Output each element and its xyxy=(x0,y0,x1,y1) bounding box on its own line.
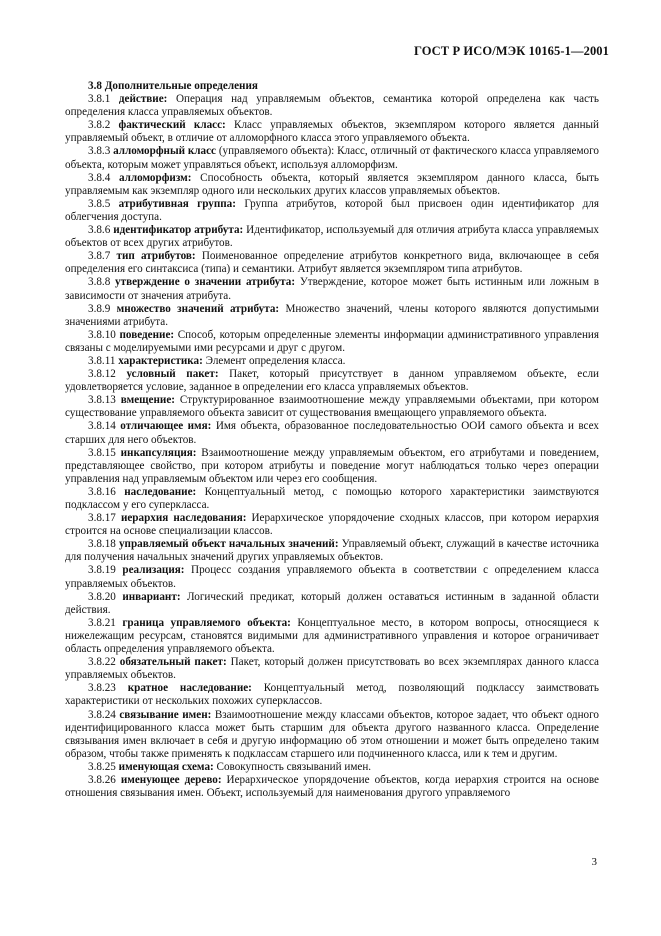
document-body xyxy=(65,80,599,800)
definition-term: инкапсуляция: xyxy=(120,446,197,459)
definition-entry xyxy=(65,447,599,486)
definition-entry xyxy=(65,198,599,224)
definition-entry xyxy=(65,172,599,198)
definition-number: 3.8.25 xyxy=(88,760,116,773)
page-number: 3 xyxy=(591,856,597,868)
definition-term: граница управляемого объекта: xyxy=(122,616,291,629)
definition-text: Структурированное взаимоотношение между управляемыми объектами, при котором существование управляемого объекта зависит от существования вмещающего управляемого объекта. xyxy=(65,394,599,420)
definition-text: Пакет, который должен присутствовать во всех экземплярах данного класса управляемых объектов. xyxy=(65,656,599,682)
definition-text: (управляемого объекта): Класс, отличный от фактического класса управляемого объекта, которым может управляться объект, используя алломорфизм. xyxy=(65,145,599,171)
definition-term: атрибутивная группа: xyxy=(118,197,236,210)
definition-number: 3.8.15 xyxy=(88,446,116,459)
definition-entry xyxy=(65,93,599,119)
definition-term: связывание имен: xyxy=(119,708,212,721)
definition-text: Класс управляемых объектов, экземпляром которого является данный управляемый объект, в отличие от алломорфного класса этого управляемого объекта. xyxy=(65,119,599,145)
definition-term: именующее дерево: xyxy=(120,773,222,786)
definition-number: 3.8.21 xyxy=(88,616,116,629)
definition-entry xyxy=(65,774,599,800)
definition-term: вмещение: xyxy=(120,394,175,407)
definition-entry xyxy=(65,368,599,394)
definition-term: управляемый объект начальных значений: xyxy=(118,538,339,551)
definition-number: 3.8.10 xyxy=(88,328,116,341)
definition-number: 3.8.2 xyxy=(88,119,111,132)
definition-term: утверждение о значении атрибута: xyxy=(115,276,296,289)
standard-header: ГОСТ Р ИСО/МЭК 10165-1—2001 xyxy=(413,44,609,58)
definition-number: 3.8.5 xyxy=(88,197,111,210)
definition-text: Иерархическое упорядочение сходных классов, при котором иерархия строится на основе специализации классов. xyxy=(65,512,599,538)
definition-entry xyxy=(65,250,599,276)
definition-number: 3.8.7 xyxy=(88,250,111,263)
definition-number: 3.8.12 xyxy=(88,368,116,381)
definition-term: иерархия наследования: xyxy=(120,512,247,525)
definition-number: 3.8.23 xyxy=(88,682,116,695)
definition-number: 3.8.18 xyxy=(88,538,116,551)
definition-text: Элемент определения класса. xyxy=(205,354,346,367)
definition-entry xyxy=(65,119,599,145)
definition-entry xyxy=(65,761,599,774)
definition-number: 3.8.20 xyxy=(88,590,116,603)
definition-term: алломорфный класс xyxy=(113,145,216,158)
definition-number: 3.8.9 xyxy=(88,302,111,315)
definition-entry xyxy=(65,709,599,761)
definition-number: 3.8.13 xyxy=(88,394,116,407)
definition-entry xyxy=(65,682,599,708)
definition-text: Совокупность связываний имен. xyxy=(216,760,372,773)
definition-text: Способность объекта, который является экземпляром данного класса, быть управляемым как экземпляр одного или нескольких других классов управляемых объектов. xyxy=(65,171,599,197)
definition-term: действие: xyxy=(118,93,168,106)
definition-entry xyxy=(65,656,599,682)
definition-term: алломорфизм: xyxy=(118,171,192,184)
definition-number: 3.8.1 xyxy=(88,93,111,106)
section-title: 3.8 Дополнительные определения xyxy=(88,80,258,92)
definition-term: фактический класс: xyxy=(118,119,226,132)
definition-entry xyxy=(65,564,599,590)
definition-entry xyxy=(65,303,599,329)
definition-entry xyxy=(65,538,599,564)
definition-term: наследование: xyxy=(124,485,197,498)
definition-text: Утверждение, которое может быть истинным или ложным в зависимости от значения атрибута. xyxy=(65,276,599,302)
definition-number: 3.8.24 xyxy=(88,708,116,721)
definition-term: кратное наследование: xyxy=(127,682,252,695)
definition-text: Концептуальное место, в котором вопросы, относящиеся к нижележащим ресурсам, становятся видимыми для административного управления и которое ограничивает область определения управляемого объекта. xyxy=(65,616,599,656)
definition-entry xyxy=(65,329,599,355)
definition-number: 3.8.19 xyxy=(88,564,116,577)
definition-term: поведение: xyxy=(119,328,175,341)
definition-term: инвариант: xyxy=(122,590,181,603)
definition-text: Концептуальный метод, с помощью которого характеристики заимствуются подклассом у его суперкласса. xyxy=(65,485,599,511)
definition-text: Группа атрибутов, которой был присвоен один идентификатор для облегчения доступа. xyxy=(65,197,599,223)
definition-term: характеристика: xyxy=(118,354,203,367)
definition-term: реализация: xyxy=(122,564,185,577)
definition-number: 3.8.22 xyxy=(88,656,116,669)
definition-text: Логический предикат, который должен оставаться истинным в заданной области действия. xyxy=(65,590,599,616)
definition-text: Иерархическое упорядочение объектов, когда иерархия строится на основе отношения связывания имен. Объект, используемый для наименования другого управляемого xyxy=(65,773,599,800)
definition-number: 3.8.8 xyxy=(88,276,111,289)
definitions-list xyxy=(65,93,599,800)
definition-text: Взаимоотношение между управляемым объектом, его атрибутами и поведением, представляющее свойство, при котором атрибуты и поведение могут наблюдаться только через операции управления над управляемым объектом или через его сообщения. xyxy=(65,446,599,485)
definition-text: Идентификатор, используемый для отличия атрибута класса управляемых объектов от всех других атрибутов. xyxy=(65,224,599,250)
definition-number: 3.8.11 xyxy=(88,354,116,367)
definition-number: 3.8.6 xyxy=(88,224,111,237)
definition-number: 3.8.17 xyxy=(88,512,116,525)
definition-text: Способ, которым определенные элементы информации административного управления связаны с моделируемыми ими ресурсами и друг с другом. xyxy=(65,328,599,354)
definition-text: Операция над управляемым объектов, семантика которой определена как часть определения класса управляемых объектов. xyxy=(65,93,599,119)
definition-term: идентификатор атрибута: xyxy=(113,224,244,237)
definition-entry xyxy=(65,145,599,171)
definition-text: Пакет, который присутствует в данном управляемом объекте, если удовлетворяется условие, заданное в определении его класса управляемых объектов. xyxy=(65,368,599,394)
definition-entry xyxy=(65,276,599,302)
definition-term: именующая схема: xyxy=(118,760,214,773)
definition-term: множество значений атрибута: xyxy=(116,302,280,315)
definition-text: Процесс создания управляемого объекта в соответствии с определением класса управляемых объектов. xyxy=(65,564,599,590)
definition-entry xyxy=(65,617,599,656)
definition-text: Взаимоотношение между классами объектов, которое задает, что объект одного идентифицированного класса может быть старшим для объекта другого названного класса. Определение связывания имен включает в себя и другую информацию об этом отношении и может быть определено таким образом, чтобы также применять к подклассам старшего или подчиненного класса, или к тем и другим. xyxy=(65,708,599,760)
definition-number: 3.8.26 xyxy=(88,773,116,786)
definition-term: обязательный пакет: xyxy=(119,656,227,669)
definition-number: 3.8.16 xyxy=(88,485,116,498)
definition-entry xyxy=(65,420,599,446)
definition-number: 3.8.4 xyxy=(88,171,111,184)
definition-entry xyxy=(65,224,599,250)
definition-text: Поименованное определение атрибутов конкретного вида, включающее в себя определения его синтаксиса (типа) и семантики. Атрибут является экземпляром типа атрибутов. xyxy=(65,250,599,276)
definition-number: 3.8.3 xyxy=(88,145,111,158)
definition-entry xyxy=(65,486,599,512)
definition-entry xyxy=(65,355,599,368)
definition-text: Множество значений, члены которого являются допустимыми значениями атрибута. xyxy=(65,302,599,328)
definition-number: 3.8.14 xyxy=(88,420,116,433)
definition-term: условный пакет: xyxy=(126,368,219,381)
definition-entry xyxy=(65,591,599,617)
definition-text: Управляемый объект, служащий в качестве источника для получения начальных значений других управляемых объектов. xyxy=(65,538,599,564)
definition-term: тип атрибутов: xyxy=(116,250,196,263)
definition-entry xyxy=(65,512,599,538)
definition-text: Концептуальный метод, позволяющий подклассу заимствовать характеристики от нескольких похожих суперклассов. xyxy=(65,682,599,708)
definition-term: отличающее имя: xyxy=(120,420,212,433)
definition-text: Имя объекта, образованное последовательностью ООИ самого объекта и всех старших для него объектов. xyxy=(65,420,599,446)
definition-entry xyxy=(65,394,599,420)
